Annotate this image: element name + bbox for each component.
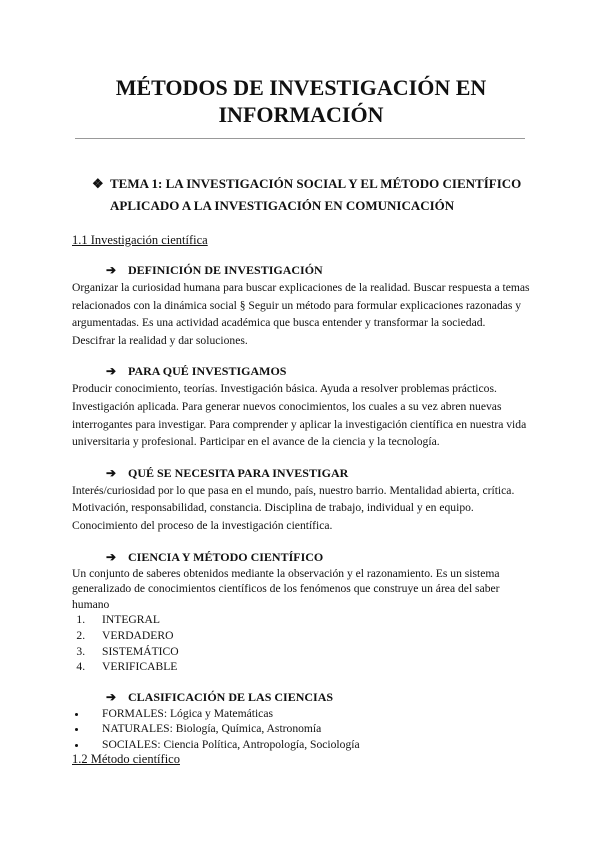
diamond-bullet-icon: ❖	[92, 176, 104, 191]
heading-text: PARA QUÉ INVESTIGAMOS	[128, 364, 287, 379]
list-item: • FORMALES: Lógica y Matemáticas	[88, 706, 530, 722]
list-item: 2. VERDADERO	[88, 628, 530, 644]
paragraph-ciencia: Un conjunto de saberes obtenidos mediante la observación y el razonamiento. Es un sistema generalizado de conocimientos científicos de los fenómenos que construye un área del saber humano	[72, 566, 500, 611]
section-heading-1-1: 1.1 Investigación científica	[72, 233, 208, 247]
tema-text: TEMA 1: LA INVESTIGACIÓN SOCIAL Y EL MÉTODO CIENTÍFICO APLICADO A LA INVESTIGACIÓN EN COMUNICACIÓN	[110, 176, 522, 213]
list-item: • NATURALES: Biología, Química, Astronomía	[88, 721, 530, 737]
list-item: 3. SISTEMÁTICO	[88, 644, 530, 660]
heading-ciencia	[106, 549, 530, 566]
paragraph-que-se-necesita: Interés/curiosidad por lo que pasa en el mundo, país, nuestro barrio. Mentalidad abierta, crítica. Motivación, responsabilidad, constancia. Disciplina de trabajo, individual y en equipo. Conocimiento del proceso de la investigación científica.	[72, 483, 515, 532]
arrow-icon: ➔	[106, 263, 117, 277]
list-item: 1. INTEGRAL	[88, 612, 530, 628]
heading-text: CLASIFICACIÓN DE LAS CIENCIAS	[128, 689, 334, 704]
heading-text: DEFINICIÓN DE INVESTIGACIÓN	[128, 263, 323, 277]
document-title: MÉTODOS DE INVESTIGACIÓN EN INFORMACIÓN	[115, 75, 487, 127]
numbered-list	[72, 612, 530, 674]
paragraph-para-que: Producir conocimiento, teorías. Investigación básica. Ayuda a resolver problemas prácticos. Investigación aplicada. Para generar nuevos conocimientos, los cuales a su vez abren nuevas interrogantes para investigar. Para comprender y aplicar la investigación científica en nuestra vida universitaria y profesional. Participar en el avance de la ciencia y la tecnología.	[72, 382, 527, 449]
arrow-icon: ➔	[106, 364, 117, 379]
arrow-icon: ➔	[106, 465, 117, 480]
heading-que-se-necesita	[106, 465, 530, 482]
heading-text: CIENCIA Y MÉTODO CIENTÍFICO	[128, 549, 324, 564]
section-heading-1-2: 1.2 Método científico	[72, 752, 180, 766]
heading-clasificacion	[106, 689, 530, 706]
heading-para-que	[106, 363, 530, 380]
title-divider	[75, 138, 525, 139]
tema-heading	[92, 173, 530, 217]
paragraph-definicion: Organizar la curiosidad humana para buscar explicaciones de la realidad. Buscar respuesta a temas relacionados con la dinámica social § Seguir un método para formular explicaciones razonadas y argumentadas. Es una actividad académica que busca entender y transformar la sociedad. Descifrar la realidad y dar soluciones.	[72, 281, 530, 347]
list-item: • SOCIALES: Ciencia Política, Antropología, Sociología	[88, 737, 530, 753]
bullet-list	[72, 706, 530, 753]
heading-text: QUÉ SE NECESITA PARA INVESTIGAR	[128, 465, 349, 480]
arrow-icon: ➔	[106, 549, 117, 564]
list-item: 4. VERIFICABLE	[88, 659, 530, 675]
arrow-icon: ➔	[106, 689, 117, 704]
document-page	[72, 0, 530, 766]
heading-definicion	[106, 262, 530, 279]
